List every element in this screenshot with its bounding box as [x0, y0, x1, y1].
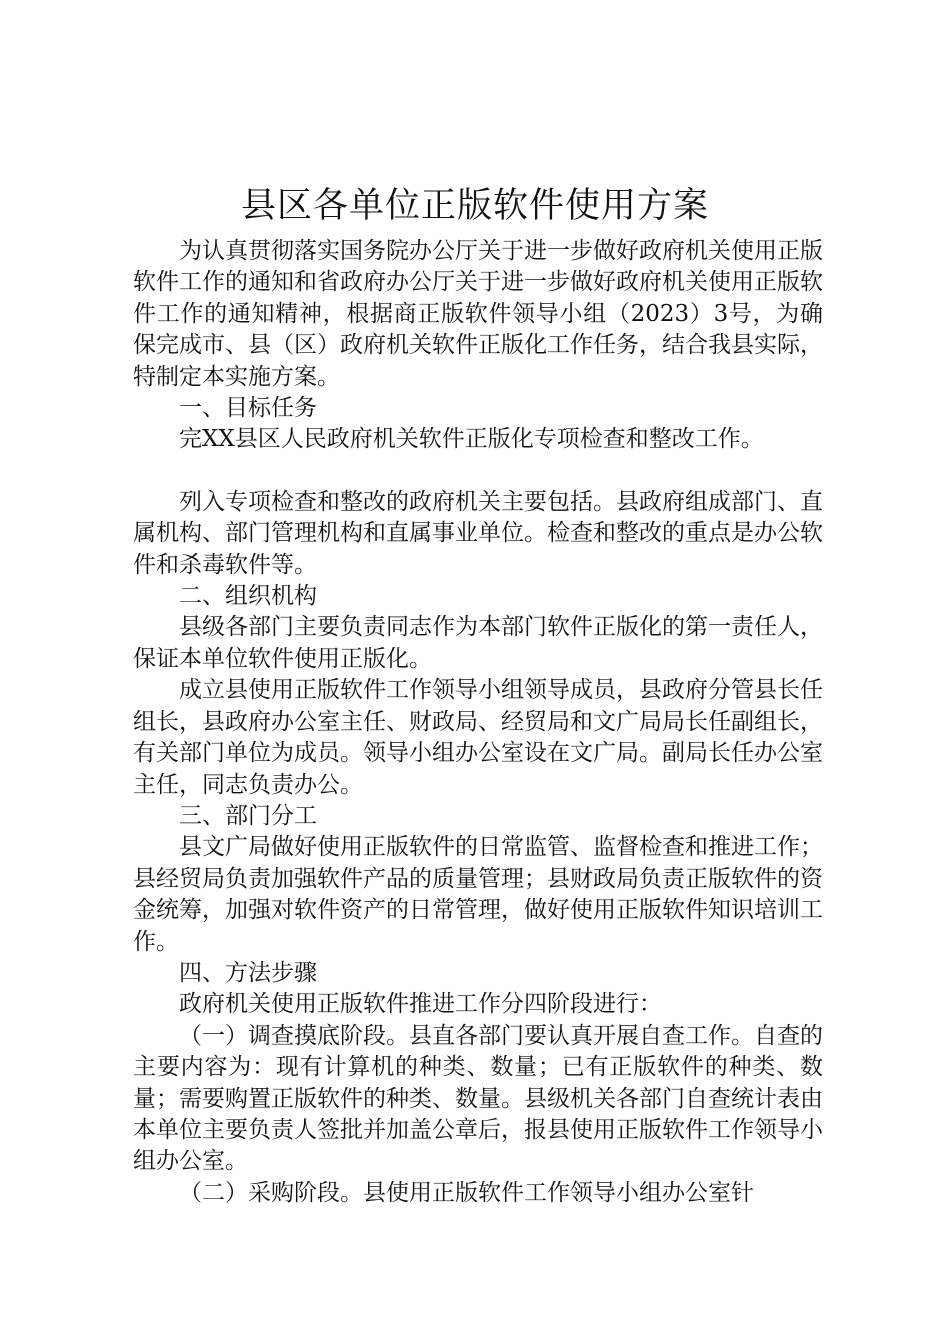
document-body [133, 236, 823, 1209]
goals-paragraph: 完XX县区人民政府机关软件正版化专项检查和整改工作。 [179, 426, 764, 453]
leadership-group-paragraph: 成立县使用正版软件工作领导小组领导成员，县政府分管县长任组长，县政府办公室主任、财政局、经贸局和文广局局长任副组长，有关部门单位为成员。领导小组办公室设在文广局。副局长任办公室主任，同志负责办公。 [133, 677, 823, 798]
responsibility-paragraph: 县级各部门主要负责同志作为本部门软件正版化的第一责任人，保证本单位软件使用正版化。 [133, 614, 823, 672]
division-paragraph: 县文广局做好使用正版软件的日常监管、监督检查和推进工作；县经贸局负责加强软件产品的质量管理；县财政局负责正版软件的资金统筹，加强对软件资产的日常管理，做好使用正版软件知识培训工作。 [133, 834, 823, 955]
section-heading-goals: 一、目标任务 [179, 395, 317, 422]
section-heading-organization: 二、组织机构 [179, 583, 317, 610]
step-two-paragraph: （二）采购阶段。县使用正版软件工作领导小组办公室针 [179, 1179, 754, 1206]
section-heading-steps: 四、方法步骤 [179, 959, 317, 986]
step-one-paragraph: （一）调查摸底阶段。县直各部门要认真开展自查工作。自查的主要内容为：现有计算机的种类、数量；已有正版软件的种类、数量；需要购置正版软件的种类、数量。县级机关各部门自查统计表由本单位主要负责人签批并加盖公章后，报县使用正版软件工作领导小组办公室。 [133, 1022, 823, 1175]
scope-paragraph: 列入专项检查和整改的政府机关主要包括。县政府组成部门、直属机构、部门管理机构和直属事业单位。检查和整改的重点是办公软件和杀毒软件等。 [133, 488, 823, 578]
document-title: 县区各单位正版软件使用方案 [240, 186, 709, 226]
section-heading-division: 三、部门分工 [179, 802, 317, 829]
steps-intro-paragraph: 政府机关使用正版软件推进工作分四阶段进行： [179, 991, 662, 1018]
intro-paragraph: 为认真贯彻落实国务院办公厅关于进一步做好政府机关使用正版软件工作的通知和省政府办公厅关于进一步做好政府机关使用正版软件工作的通知精神，根据商正版软件领导小组（2023）3号，为确保完成市、县（区）政府机关软件正版化工作任务，结合我县实际，特制定本实施方案。 [133, 238, 823, 390]
